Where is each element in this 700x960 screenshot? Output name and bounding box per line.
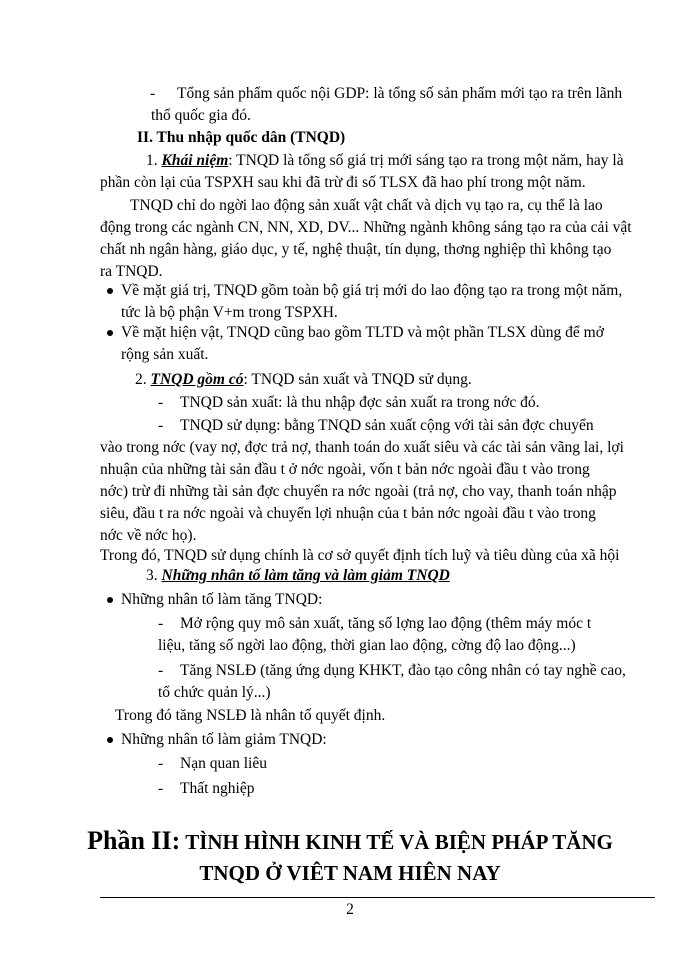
text-line: ra TNQD. — [100, 263, 163, 280]
text-line: TNQD chỉ do ngời lao động sản xuất vật chất và dịch vụ tạo ra, cụ thể là lao — [130, 197, 603, 214]
text-line: nhuận của những tài sản đầu t ở nớc ngoài, vốn t bản nớc ngoài đầu t vào trong — [100, 461, 590, 478]
text-line: Mở rộng quy mô sản xuất, tăng số lợng lao động (thêm máy móc t — [180, 615, 592, 632]
section-heading: II. Thu nhập quốc dân (TNQD) — [137, 129, 346, 146]
definition-line — [135, 370, 472, 390]
bullet-icon — [107, 288, 113, 294]
part-title-line-1: TÌNH HÌNH KINH TẾ VÀ BIỆN PHÁP TĂNG — [185, 830, 613, 854]
text-line: siêu, đầu t ra nớc ngoài và chuyển lợi nhuận của t bản nớc ngoài đầu t vào trong — [100, 505, 596, 522]
text-line: TNQD sử dụng: bằng TNQD sản xuất cộng với tài sản đợc chuyển — [180, 417, 594, 434]
text-line: phần còn lại của TSPXH sau khi đã trừ đi số TLSX đã hao phí trong một năm. — [100, 174, 586, 191]
part-title-line-2: TNQD Ở VIÊT NAM HIÊN NAY — [199, 861, 501, 885]
text-line: Về mặt hiện vật, TNQD cũng bao gồm TLTD và một phần TLSX dùng để mở — [121, 324, 604, 341]
bullet-icon — [107, 597, 113, 603]
text-line: vào trong nớc (vay nợ, đợc trả nợ, thanh toán do xuất siêu và các tài sản vãng lai, lợi — [100, 439, 624, 456]
text-line: rộng sản xuất. — [121, 346, 209, 363]
definition-line — [146, 151, 624, 171]
text-line: tổ chức quản lý...) — [158, 684, 271, 701]
text-line: nớc) trừ đi những tài sản đợc chuyển ra nớc ngoài (trả nợ, cho vay, thanh toán nhập — [100, 483, 617, 500]
text-line: liệu, tăng số ngời lao động, thời gian lao động, cờng độ lao động...) — [158, 637, 576, 654]
dash-marker: - — [158, 755, 164, 772]
definition-text: : TNQD là tổng số giá trị mới sáng tạo ra trong một năm, hay là — [228, 152, 624, 169]
part-heading — [0, 826, 700, 857]
definition-line — [146, 566, 450, 586]
page-number: 2 — [346, 901, 354, 918]
dash-marker: - — [150, 85, 156, 102]
term-factors: Những nhân tố làm tăng và làm giảm TNQD — [161, 567, 450, 584]
part-label: Phần II: — [87, 826, 181, 855]
text-line: Thất nghiệp — [180, 780, 255, 797]
text-line: thổ quốc gia đó. — [151, 107, 251, 124]
text-line: động trong các ngành CN, NN, XD, DV... Những ngành không sáng tạo ra của cải vật — [100, 219, 632, 236]
bullet-icon — [107, 330, 113, 336]
text-line: Trong đó tăng NSLĐ là nhân tố quyết định. — [115, 707, 386, 724]
text-line: Về mặt giá trị, TNQD gồm toàn bộ giá trị mới do lao động tạo ra trong một năm, — [121, 282, 623, 299]
text-line: TNQD sản xuất: là thu nhập đợc sản xuất ra trong nớc đó. — [180, 394, 540, 411]
dash-marker: - — [158, 780, 164, 797]
text-line: Nạn quan liêu — [180, 755, 267, 772]
term-concept: Khái niệm — [161, 152, 229, 169]
footer-divider — [100, 897, 655, 898]
text-line: Những nhân tố làm giảm TNQD: — [121, 731, 327, 748]
item-number: 1. — [146, 152, 158, 169]
term-components: TNQD gồm có — [150, 371, 244, 388]
bullet-icon — [107, 737, 113, 743]
text-line: tức là bộ phận V+m trong TSPXH. — [121, 304, 338, 321]
text-line: Trong đó, TNQD sử dụng chính là cơ sở quyết định tích luỹ và tiêu dùng của xã hội — [100, 547, 620, 564]
dash-marker: - — [158, 394, 164, 411]
dash-marker: - — [158, 417, 164, 434]
text-line: Những nhân tố làm tăng TNQD: — [121, 591, 323, 608]
dash-marker: - — [158, 662, 164, 679]
item-number: 3. — [146, 567, 158, 584]
text-line: Tăng NSLĐ (tăng ứng dụng KHKT, đào tạo công nhân có tay nghề cao, — [180, 662, 626, 679]
dash-marker: - — [158, 615, 164, 632]
text-line: Tổng sản phẩm quốc nội GDP: là tổng số sản phẩm mới tạo ra trên lãnh — [177, 85, 623, 102]
definition-text: : TNQD sản xuất và TNQD sử dụng. — [243, 371, 472, 388]
text-line: chất nh ngân hàng, giáo dục, y tế, nghệ thuật, tín dụng, thơng nghiệp thì không tạo — [100, 241, 612, 258]
item-number: 2. — [135, 371, 147, 388]
text-line: nớc về nớc họ). — [100, 527, 197, 544]
